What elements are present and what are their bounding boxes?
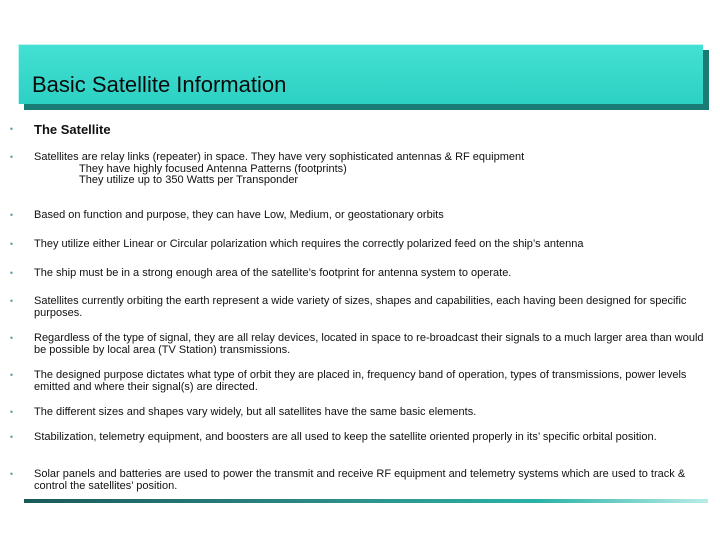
bullet-icon: • (9, 469, 14, 479)
list-item-subline: They have highly focused Antenna Patterns (footprints) (79, 162, 347, 175)
bullet-icon: • (9, 152, 14, 162)
list-item-text: Stabilization, telemetry equipment, and boosters are all used to keep the satellite oriented properly in its’ specific orbital position. (34, 431, 657, 443)
bullet-icon: • (9, 124, 14, 134)
page-title: Basic Satellite Information (32, 72, 287, 97)
list-item-text (34, 152, 710, 187)
bullet-icon: • (9, 239, 14, 249)
bullet-icon: • (9, 296, 14, 306)
bullet-icon: • (9, 210, 14, 220)
section-heading: The Satellite (34, 122, 111, 137)
bullet-icon: • (9, 407, 14, 417)
list-item-text: The ship must be in a strong enough area of the satellite’s footprint for antenna system to operate. (34, 267, 512, 279)
footer-divider (24, 499, 708, 503)
bullet-icon: • (9, 432, 14, 442)
list-item-text: Regardless of the type of signal, they are all relay devices, located in space to re-broadcast their signals to a much larger area than would be possible by local area (TV Station) transmissions. (34, 332, 704, 356)
list-item-subline: They utilize up to 350 Watts per Transponder (79, 174, 299, 186)
title-box (18, 44, 703, 104)
list-item-text: They utilize either Linear or Circular polarization which requires the correctly polarized feed on the ship’s antenna (34, 238, 584, 250)
bullet-icon: • (9, 370, 14, 380)
bullet-icon: • (9, 268, 14, 278)
list-item-line: Satellites are relay links (repeater) in space. They have very sophisticated antennas & RF equipment (34, 151, 525, 163)
list-item-text: Based on function and purpose, they can have Low, Medium, or geostationary orbits (34, 209, 444, 221)
list-item-text: The designed purpose dictates what type of orbit they are placed in, frequency band of operation, types of transmissions, power levels emitted and where their signal(s) are directed. (34, 369, 687, 393)
bullet-icon: • (9, 333, 14, 343)
list-item-text: The different sizes and shapes vary widely, but all satellites have the same basic elements. (34, 406, 477, 418)
list-item-text: Satellites currently orbiting the earth represent a wide variety of sizes, shapes and capabilities, each having been designed for specific purposes. (34, 295, 687, 319)
list-item-text: Solar panels and batteries are used to power the transmit and receive RF equipment and telemetry systems which are used to track & control the satellites’ position. (34, 468, 686, 492)
